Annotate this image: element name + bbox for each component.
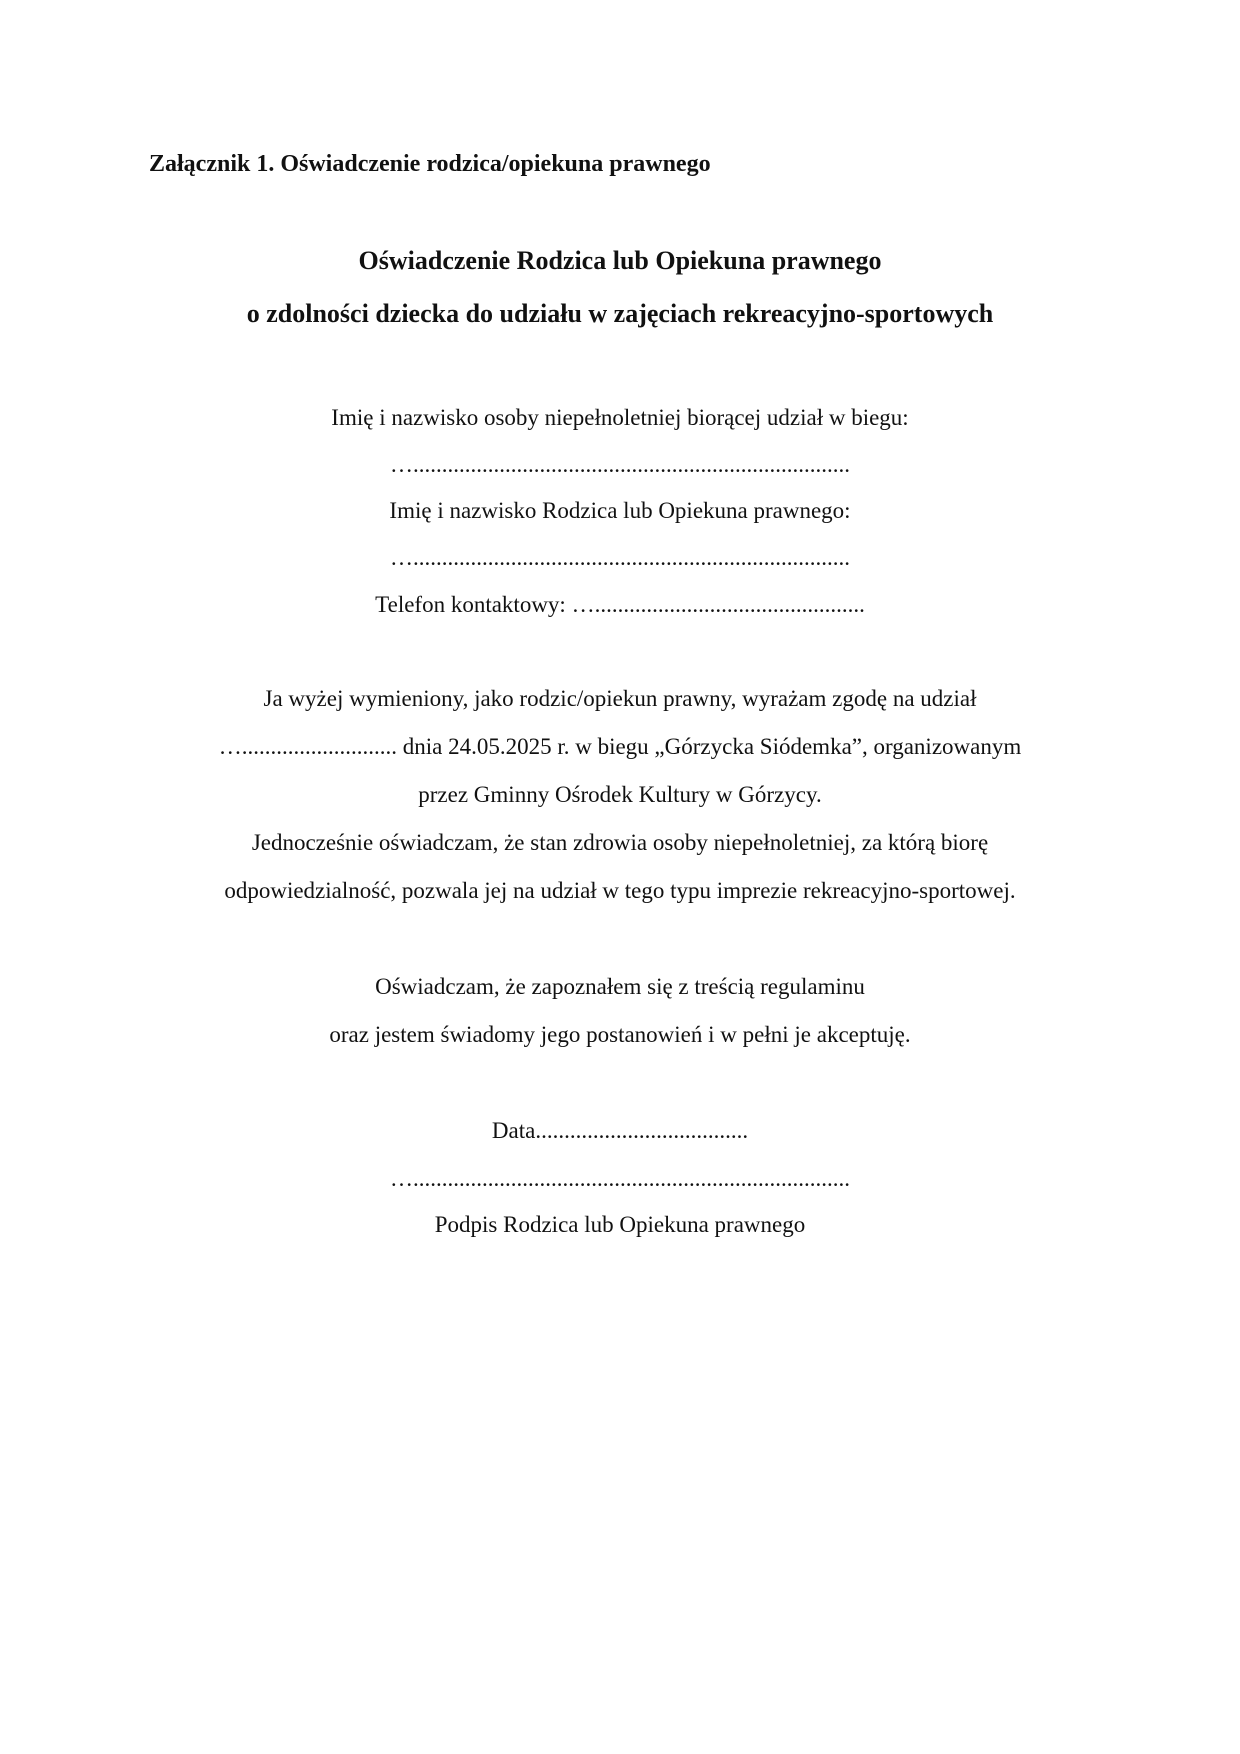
consent-line-2: …........................... dnia 24.05.2025 r. w biegu „Górzycka Siódemka”, organizowanym [218, 734, 1022, 759]
consent-line-3: przez Gminny Ośrodek Kultury w Górzycy. [418, 782, 822, 807]
phone-field: Telefon kontaktowy: …............................................... [375, 592, 865, 617]
attachment-heading: Załącznik 1. Oświadczenie rodzica/opiekuna prawnego [149, 151, 711, 177]
health-statement-line-1: Jednocześnie oświadczam, że stan zdrowia osoby niepełnoletniej, za którą biorę [251, 830, 989, 855]
health-statement-line-2: odpowiedzialność, pozwala jej na udział w tego typu imprezie rekreacyjno-sportowej. [224, 878, 1016, 903]
regulations-line-2: oraz jestem świadomy jego postanowień i w pełni je akceptuję. [329, 1022, 911, 1047]
signature-field: …............................................................................ [390, 1166, 850, 1191]
minor-name-label: Imię i nazwisko osoby niepełnoletniej biorącej udział w biegu: [331, 405, 909, 430]
regulations-line-1: Oświadczam, że zapoznałem się z treścią regulaminu [375, 974, 865, 999]
parent-name-field: …............................................................................ [390, 545, 850, 570]
signature-label: Podpis Rodzica lub Opiekuna prawnego [434, 1212, 806, 1237]
document-title-line-2: o zdolności dziecka do udziału w zajęciach rekreacyjno-sportowych [246, 299, 994, 328]
parent-name-label: Imię i nazwisko Rodzica lub Opiekuna prawnego: [389, 498, 851, 523]
consent-line-1: Ja wyżej wymieniony, jako rodzic/opiekun prawny, wyrażam zgodę na udział [263, 686, 977, 711]
minor-name-field: …............................................................................ [390, 452, 850, 477]
date-field: Data..................................... [491, 1118, 749, 1143]
document-title-line-1: Oświadczenie Rodzica lub Opiekuna prawnego [358, 246, 882, 275]
